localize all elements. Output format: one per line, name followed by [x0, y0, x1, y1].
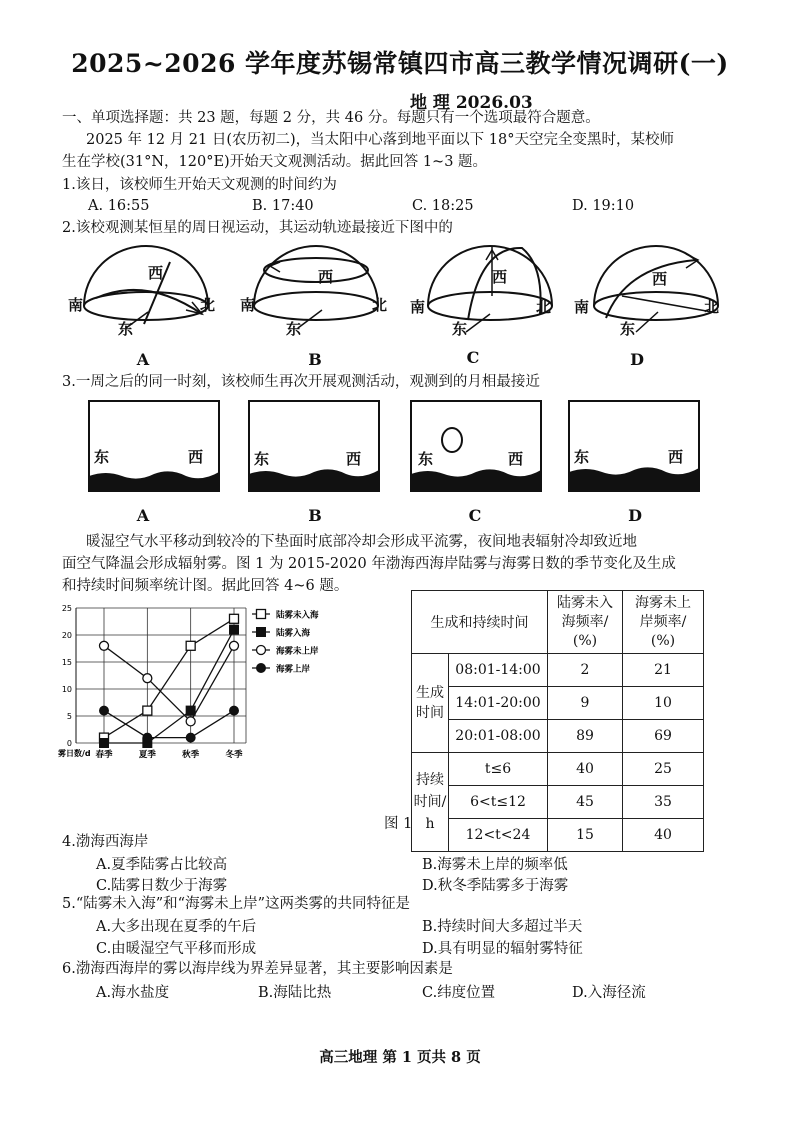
passage-line-2: 面空气降温会形成辐射雾。图 1 为 2015-2020 年渤海西海岸陆雾与海雾日数的季节变化及生成 [62, 556, 676, 572]
q1-option-a[interactable]: A. 16:55 [88, 198, 150, 214]
q2b-north-label: 北 [372, 296, 388, 314]
table-cell: 08:01-14:00 [449, 654, 548, 687]
q5-option-c[interactable]: C.由暖湿空气平移而形成 [96, 941, 257, 957]
q2-label-d: D [630, 350, 644, 369]
intro-line-1: 2025 年 12 月 21 日(农历初二)，当太阳中心落到地平面以下 18°天空完全变黑时，某校师 [86, 132, 674, 148]
q3-label-c: C [468, 506, 482, 525]
subject-line: 地 理 2026.03 [410, 93, 533, 113]
q2b-west-label: 西 [318, 268, 334, 286]
q2-label-a: A [136, 350, 150, 369]
passage-line-3: 和持续时间频率统计图。据此回答 4~6 题。 [62, 578, 349, 594]
q2d-west-label: 西 [652, 270, 668, 288]
table-cell: 10 [623, 687, 704, 720]
q3a-east-label: 东 [94, 448, 110, 466]
chart-legend [252, 610, 319, 675]
q2c-south-label: 南 [410, 298, 426, 316]
table-row [412, 786, 704, 819]
fog-days-chart [56, 598, 400, 784]
table-cell: 9 [548, 687, 623, 720]
y-tick-label: 5 [66, 712, 72, 721]
table-row [412, 753, 704, 786]
table-head-land: 陆雾未入 海频率/ (%) [548, 591, 623, 654]
q2c-west-label: 西 [492, 268, 508, 286]
q6-option-a[interactable]: A.海水盐度 [96, 985, 170, 1001]
data-point [143, 733, 152, 742]
x-tick-label: 夏季 [138, 750, 156, 760]
page-footer: 高三地理 第 1 页共 8 页 [319, 1049, 481, 1066]
q3b-east-label: 东 [254, 450, 270, 468]
chart-series [100, 614, 239, 747]
table-row [412, 654, 704, 687]
table-cell: 40 [623, 819, 704, 852]
legend-label: 陆雾入海 [276, 628, 311, 639]
y-tick-label: 10 [61, 685, 72, 694]
q2-diagram-a[interactable] [66, 236, 226, 346]
q3-stem: 3.一周之后的同一时刻，该校师生再次开展观测活动，观测到的月相最接近 [62, 374, 540, 390]
q1-option-c[interactable]: C. 18:25 [412, 198, 474, 214]
x-tick-label: 冬季 [225, 750, 243, 760]
table-group-formation: 生成 时间 [412, 654, 449, 753]
q6-stem: 6.渤海西海岸的雾以海岸线为界差异显著，其主要影响因素是 [62, 961, 453, 977]
legend-label: 海雾上岸 [276, 664, 311, 675]
q6-option-c[interactable]: C.纬度位置 [422, 985, 496, 1001]
fog-frequency-table [411, 590, 704, 852]
y-tick-label: 0 [66, 739, 72, 748]
q2a-west-label: 西 [148, 264, 164, 282]
table-cell: 89 [548, 720, 623, 753]
data-point [143, 674, 152, 683]
q4-option-b[interactable]: B.海雾未上岸的频率低 [422, 857, 568, 873]
table-head-sea: 海雾未上 岸频率/ (%) [623, 591, 704, 654]
table-cell: 6<t≤12 [449, 786, 548, 819]
table-cell: 15 [548, 819, 623, 852]
q2-stem: 2.该校观测某恒星的周日视运动，其运动轨迹最接近下图中的 [62, 220, 453, 236]
y-tick-label: 20 [61, 631, 72, 640]
q3-label-b: B [308, 506, 322, 525]
q5-option-b[interactable]: B.持续时间大多超过半天 [422, 919, 583, 935]
legend-label: 陆雾未入海 [276, 610, 319, 621]
section-heading: 一、单项选择题：共 23 题，每题 2 分，共 46 分。每题只有一个选项最符合题意。 [62, 110, 600, 126]
data-point [230, 625, 239, 634]
chart-x-ticks [95, 749, 243, 760]
table-cell: 21 [623, 654, 704, 687]
chart-grid [76, 608, 246, 743]
y-tick-label: 25 [61, 604, 72, 613]
q3b-west-label: 西 [346, 450, 362, 468]
q2d-south-label: 南 [574, 298, 590, 316]
q4-option-a[interactable]: A.夏季陆雾占比较高 [96, 857, 228, 873]
table-cell: 20:01-08:00 [449, 720, 548, 753]
data-point [230, 706, 239, 715]
table-cell: 40 [548, 753, 623, 786]
chart-y-ticks [62, 604, 72, 748]
q3c-east-label: 东 [418, 450, 434, 468]
table-row [412, 720, 704, 753]
table-cell: 69 [623, 720, 704, 753]
data-point [230, 614, 239, 623]
table-cell: 2 [548, 654, 623, 687]
legend-label: 海雾未上岸 [276, 646, 319, 657]
q5-option-d[interactable]: D.具有明显的辐射雾特征 [422, 941, 583, 957]
q2-label-b: B [308, 350, 322, 369]
q4-stem: 4.渤海西海岸 [62, 834, 149, 850]
q3c-west-label: 西 [508, 450, 524, 468]
table-row [412, 819, 704, 852]
table-cell: 45 [548, 786, 623, 819]
passage-line-1: 暖湿空气水平移动到较冷的下垫面时底部冷却会形成平流雾，夜间地表辐射冷却致近地 [86, 534, 637, 550]
q2a-east-label: 东 [118, 320, 134, 338]
q1-option-b[interactable]: B. 17:40 [252, 198, 314, 214]
series-line [104, 619, 234, 738]
table-cell: 14:01-20:00 [449, 687, 548, 720]
x-tick-label: 春季 [95, 750, 113, 760]
q2a-south-label: 南 [68, 296, 84, 314]
q2-diagram-b[interactable] [236, 236, 396, 346]
intro-line-2: 生在学校(31°N，120°E)开始天文观测活动。据此回答 1~3 题。 [62, 154, 488, 170]
q2c-north-label: 北 [536, 298, 552, 316]
legend-marker [257, 664, 266, 673]
legend-marker [257, 646, 266, 655]
q3-moon-panel-c[interactable] [410, 400, 542, 492]
table-cell: 12<t<24 [449, 819, 548, 852]
q3-label-d: D [628, 506, 642, 525]
table-cell: 35 [623, 786, 704, 819]
figure-caption: 图 1 [384, 816, 413, 832]
q2b-east-label: 东 [286, 320, 302, 338]
q2d-east-label: 东 [620, 320, 636, 338]
data-point [230, 641, 239, 650]
q3d-west-label: 西 [668, 448, 684, 466]
data-point [186, 641, 195, 650]
data-point [100, 706, 109, 715]
q4-option-c[interactable]: C.陆雾日数少于海雾 [96, 878, 228, 894]
legend-marker [257, 610, 266, 619]
data-point [186, 717, 195, 726]
table-group-duration: 持续 时间/ h [412, 753, 449, 852]
q2c-east-label: 东 [452, 320, 468, 338]
data-point [143, 706, 152, 715]
data-point [186, 706, 195, 715]
q1-stem: 1.该日，该校师生开始天文观测的时间约为 [62, 177, 337, 193]
q5-stem: 5.“陆雾未入海”和“海雾未上岸”这两类雾的共同特征是 [62, 896, 410, 912]
q2-label-c: C [466, 348, 480, 367]
chart-ylabel: 雾日数/d [58, 749, 91, 758]
data-point [100, 641, 109, 650]
q2-diagram-d[interactable] [576, 236, 736, 346]
y-tick-label: 15 [61, 658, 72, 667]
x-tick-label: 秋季 [182, 750, 200, 760]
table-row [412, 687, 704, 720]
data-point [186, 733, 195, 742]
legend-marker [257, 628, 266, 637]
data-point [100, 739, 109, 748]
series-line [104, 711, 234, 738]
q3a-west-label: 西 [188, 448, 204, 466]
page-title: 2025~2026 学年度苏锡常镇四市高三教学情况调研(一) [71, 49, 729, 78]
q3-label-a: A [136, 506, 150, 525]
q2d-north-label: 北 [704, 298, 720, 316]
q5-option-a[interactable]: A.大多出现在夏季的午后 [96, 919, 257, 935]
q6-option-d[interactable]: D.入海径流 [572, 985, 646, 1001]
q2-diagram-c[interactable] [410, 236, 570, 346]
q6-option-b[interactable]: B.海陆比热 [258, 985, 332, 1001]
q2a-north-label: 北 [200, 296, 216, 314]
q1-option-d[interactable]: D. 19:10 [572, 198, 635, 214]
series-line [104, 646, 234, 722]
q3-moon-panel-b[interactable] [248, 400, 380, 492]
q3d-east-label: 东 [574, 448, 590, 466]
q4-option-d[interactable]: D.秋冬季陆雾多于海雾 [422, 878, 569, 894]
table-head-time: 生成和持续时间 [412, 591, 548, 654]
table-cell: t≤6 [449, 753, 548, 786]
q2b-south-label: 南 [240, 296, 256, 314]
table-cell: 25 [623, 753, 704, 786]
